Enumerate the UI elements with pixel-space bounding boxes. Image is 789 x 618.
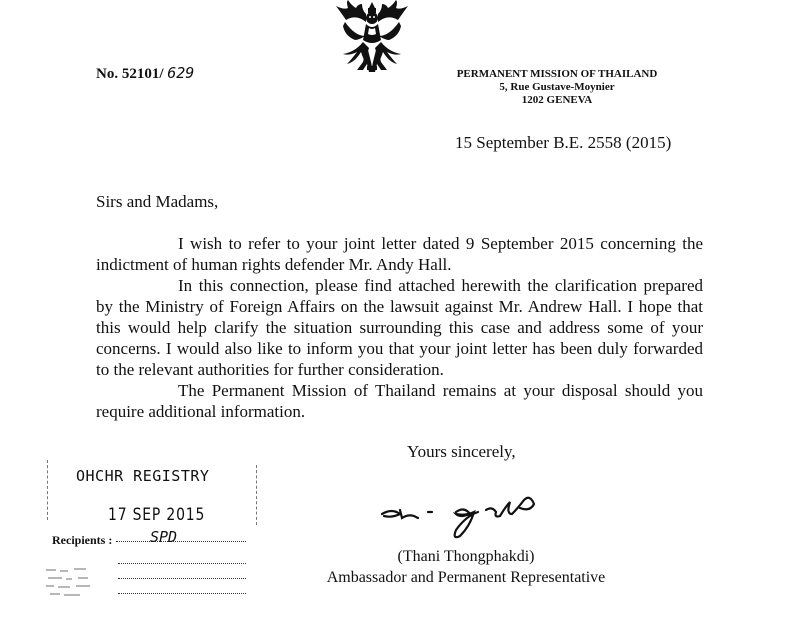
reference-number [96, 64, 194, 83]
mission-name: PERMANENT MISSION OF THAILAND [456, 68, 658, 80]
dotted-line [118, 578, 246, 579]
stamp-border-right [256, 465, 259, 525]
recipients-dotted-line [116, 541, 246, 542]
letter-body [96, 233, 703, 422]
reference-prefix: No. 52101/ [96, 66, 164, 82]
faint-stamp-smudge [44, 565, 96, 601]
dotted-line [118, 563, 246, 564]
stamp-title: OHCHR REGISTRY [76, 467, 210, 485]
handwritten-signature [378, 492, 553, 540]
stamp-date: 17 SEP 2015 [108, 505, 206, 525]
mission-address-block [446, 68, 668, 107]
dotted-line [118, 593, 246, 594]
signer-block [307, 546, 625, 588]
closing: Yours sincerely, [407, 442, 516, 461]
letter-date: 15 September B.E. 2558 (2015) [455, 133, 672, 152]
stamp-border-left [47, 460, 50, 520]
garuda-emblem-icon [331, 0, 413, 78]
paragraph-3: The Permanent Mission of Thailand remains at your disposal should you require additional information. [96, 381, 703, 421]
paragraph-2: In this connection, please find attached herewith the clarification prepared by the Ministry of Foreign Affairs on the lawsuit against Mr. Andrew Hall. I hope that this would help clarify the situation surrounding this case and address some of your concerns. I would also like to inform you that your joint letter has been duly forwarded to the relevant authorities for further consideration. [96, 276, 703, 379]
paragraph-1: I wish to refer to your joint letter dated 9 September 2015 concerning the indictment of human rights defender Mr. Andy Hall. [96, 234, 703, 274]
mission-address-line1: 5, Rue Gustave-Moynier [499, 81, 615, 93]
recipients-handwritten: SPD [150, 528, 178, 546]
recipients-label: Recipients : [52, 533, 113, 547]
signer-title: Ambassador and Permanent Representative [326, 569, 606, 586]
salutation: Sirs and Madams, [96, 192, 219, 211]
signer-name: (Thani Thongphakdi) [397, 548, 535, 565]
reference-handwritten: 629 [167, 64, 195, 82]
mission-address-line2: 1202 GENEVA [521, 94, 593, 106]
